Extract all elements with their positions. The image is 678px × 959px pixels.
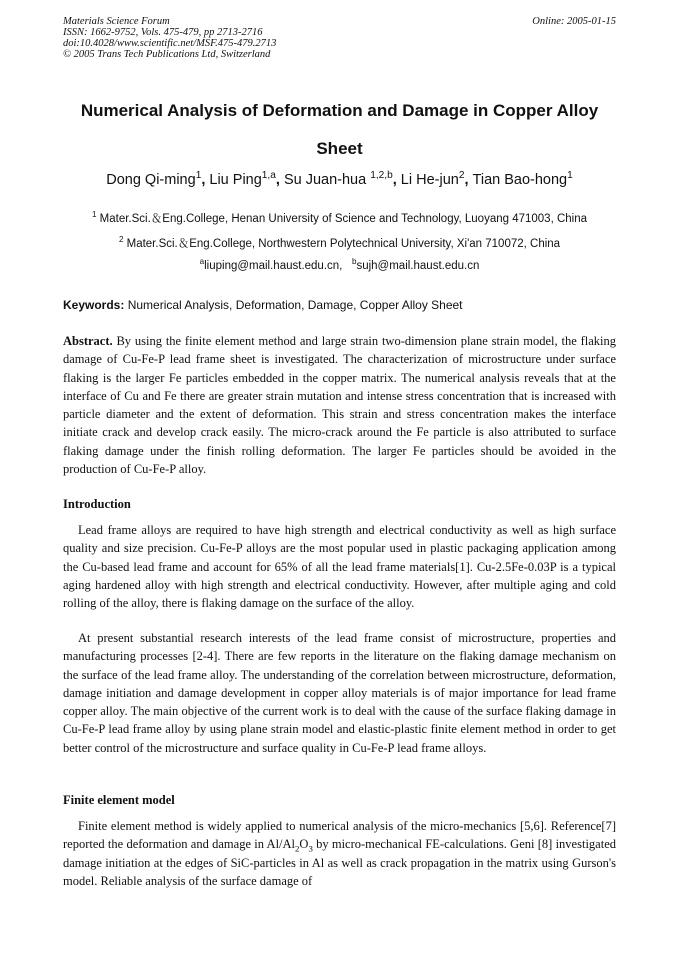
section-heading-introduction: Introduction	[63, 497, 131, 511]
author-2-affil: 1,a	[261, 170, 276, 182]
keywords-text: Numerical Analysis, Deformation, Damage, Copper Alloy Sheet	[124, 298, 463, 312]
journal-copyright: © 2005 Trans Tech Publications Ltd, Switzerland	[63, 49, 271, 60]
section-heading-finite-element-model: Finite element model	[63, 793, 175, 807]
email-b: sujh@mail.haust.edu.cn	[356, 260, 480, 272]
author-2: Liu Ping	[209, 172, 262, 188]
keywords	[63, 298, 616, 312]
author-3-affil: 1,2,b	[370, 170, 393, 182]
fem-text-a: Finite element method is widely applied to numerical analysis of the micro-mechanics [5,6]. Reference[7] reported the deformation and damage in Al/Al	[63, 819, 616, 852]
intro-paragraph-1: Lead frame alloys are required to have high strength and electrical conductivity as well as high surface quality and size precision. Cu-Fe-P alloys are the most popular used in plastic packaging application among the Cu-based lead frame and account for 65% of all the lead frame materials[1]. Cu-2.5Fe-0.03P is a typical aging hardened alloy with high strength and electrical conductivity. However, after multiple aging and cold rolling of the alloy, there is flaking damage on the surface of the alloy.	[63, 523, 616, 611]
fem-subscript-1: 2	[295, 843, 300, 854]
fem-text-b: O	[299, 837, 309, 852]
affiliation-2-marker: 2	[118, 235, 124, 245]
fem-paragraph-1	[63, 817, 616, 890]
journal-name: Materials Science Forum	[63, 16, 170, 27]
author-separator: ,	[275, 172, 284, 188]
paper-title	[63, 92, 616, 168]
title-line-2: Sheet	[316, 139, 363, 158]
journal-issn: ISSN: 1662-9752, Vols. 475-479, pp 2713-2716	[63, 27, 263, 38]
title-line-1: Numerical Analysis of Deformation and Damage in Copper Alloy	[80, 101, 599, 120]
author-4: Li He-jun	[400, 172, 459, 188]
abstract-label: Abstract.	[63, 334, 113, 348]
author-4-affil: 2	[458, 170, 465, 182]
author-5-affil: 1	[567, 170, 573, 182]
journal-doi: doi:10.4028/www.scientific.net/MSF.475-479.2713	[63, 38, 277, 49]
email-b-marker: b	[351, 257, 357, 267]
author-separator: ,	[392, 172, 401, 188]
author-1-affil: 1	[195, 170, 202, 182]
email-a-marker: a	[199, 257, 205, 267]
author-separator: ,	[464, 172, 473, 188]
journal-header	[63, 16, 616, 60]
author-list	[63, 172, 616, 188]
author-separator: ,	[201, 172, 210, 188]
fem-subscript-2: 3	[308, 843, 313, 854]
author-emails	[63, 257, 616, 272]
abstract-text: By using the finite element method and large strain two-dimension plane strain model, the flaking damage of Cu-Fe-P lead frame sheet is investigated. The characterization of microstructure under surface flaking is the larger Fe particles embedded in the copper matrix. The numerical analysis reveals that at the interface of Cu and Fe there are greater strain mutation and intense stress concentration that is increased with particle diameter and the extent of deformation. This strain and stress concentration makes the interface initiate crack and develop crack easily. The micro-crack around the Fe particle is also attributed to surface flaking damage under the finish rolling deformation. The larger Fe particles should be avoided in the production of Cu-Fe-P alloy.	[63, 334, 616, 477]
author-3: Su Juan-hua	[283, 172, 371, 188]
affiliation-2-text: Mater.Sci.＆Eng.College, Northwestern Polytechnical University, Xi'an 710072, China	[123, 238, 561, 250]
fem-text-c: by micro-mechanical FE-calculations. Geni [8] investigated damage initiation at the edges of SiC-particles in Al as well as crack propagation in the matrix using Gurson's model. Reliable analysis of the surface damage of	[63, 837, 616, 888]
abstract	[63, 332, 616, 478]
author-5: Tian Bao-hong	[472, 172, 568, 188]
affiliation-1	[63, 210, 616, 226]
affiliation-2	[63, 235, 616, 251]
email-a: liuping@mail.haust.edu.cn,	[204, 260, 343, 272]
affiliation-1-marker: 1	[91, 210, 97, 220]
author-1: Dong Qi-ming	[106, 172, 196, 188]
online-date: Online: 2005-01-15	[532, 16, 616, 27]
keywords-label: Keywords:	[63, 298, 125, 312]
intro-paragraph-2: At present substantial research interests of the lead frame consist of microstructure, properties and manufacturing processes [2-4]. There are few reports in the literature on the flaking damage mechanism on the surface of the lead frame alloy. The understanding of the correlation between microstructure, deformation, damage initiation and damage development in copper alloy materials is of major importance for lead frame copper alloy. The main objective of the current work is to deal with the cause of the surface flaking damage in Cu-Fe-P lead frame alloy by using plane strain model and elastic-plastic finite element method in order to get better control of the microstructure and surface quality in Cu-Fe-P lead frame alloys.	[63, 631, 616, 755]
affiliation-1-text: Mater.Sci.＆Eng.College, Henan University of Science and Technology, Luoyang 471003, China	[96, 213, 588, 225]
